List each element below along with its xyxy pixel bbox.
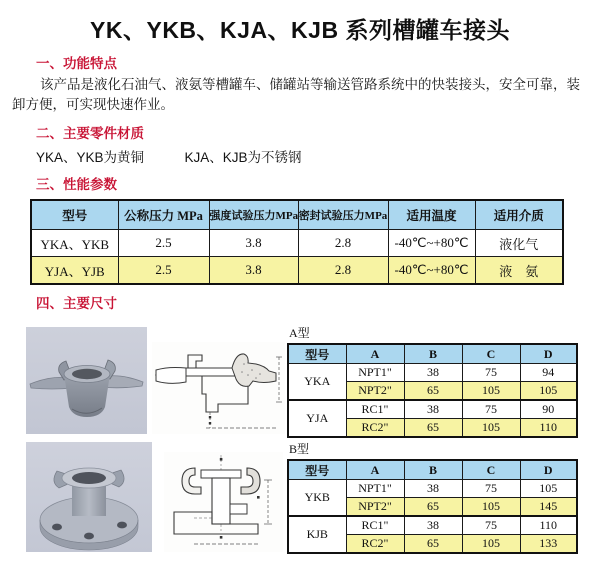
dim-cell: 75 <box>462 516 520 535</box>
model-cell: YJA <box>288 400 346 437</box>
dim-a-header-row <box>288 344 577 364</box>
perf-cell-strength: 3.8 <box>209 230 298 257</box>
dim-cell: NPT1" <box>346 364 404 382</box>
dim-cell: RC1" <box>346 400 404 419</box>
perf-header-strength-test: 强度试验压力MPa <box>209 200 298 230</box>
dim-header-model: 型号 <box>288 460 346 480</box>
dim-table-a-label: A型 <box>289 326 310 340</box>
dim-cell: 110 <box>520 419 577 438</box>
table-row <box>288 400 577 419</box>
dim-cell: 65 <box>404 419 462 438</box>
dim-header-model: 型号 <box>288 344 346 364</box>
dim-cell: 75 <box>462 364 520 382</box>
perf-cell-model: YJA、YJB <box>31 257 118 285</box>
perf-cell-seal: 2.8 <box>298 257 388 285</box>
perf-cell-nominal: 2.5 <box>118 230 209 257</box>
dim-header-a: A <box>346 344 404 364</box>
claw-coupling-photo <box>26 327 147 434</box>
perf-cell-temp: -40℃~+80℃ <box>388 230 475 257</box>
dim-cell: RC1" <box>346 516 404 535</box>
section-1-body: 该产品是液化石油气、液氨等槽罐车、储罐站等输送管路系统中的快装接头，安全可靠，装卸方便，可实现快速作业。 <box>12 77 580 112</box>
dim-b-header-row <box>288 460 577 480</box>
dim-cell: 105 <box>462 382 520 401</box>
table-row <box>288 364 577 382</box>
performance-header-row <box>31 200 563 230</box>
dim-header-a: A <box>346 460 404 480</box>
perf-cell-nominal: 2.5 <box>118 257 209 285</box>
perf-cell-model: YKA、YKB <box>31 230 118 257</box>
dim-header-d: D <box>520 460 577 480</box>
dim-cell: 38 <box>404 480 462 498</box>
dim-cell: NPT2" <box>346 498 404 517</box>
dim-cell: 105 <box>462 419 520 438</box>
dimension-table-b <box>287 459 578 554</box>
perf-cell-temp: -40℃~+80℃ <box>388 257 475 285</box>
dim-cell: 75 <box>462 400 520 419</box>
dim-cell: 110 <box>520 516 577 535</box>
section-4-heading: 四、主要尺寸 <box>36 296 117 311</box>
table-row <box>31 257 563 285</box>
dimension-table-a <box>287 343 578 438</box>
dim-cell: RC2" <box>346 419 404 438</box>
model-cell: KJB <box>288 516 346 553</box>
perf-header-medium: 适用介质 <box>475 200 563 230</box>
section-1-heading: 一、功能特点 <box>36 56 117 71</box>
dim-cell: 133 <box>520 535 577 554</box>
dim-header-c: C <box>462 344 520 364</box>
flanged-coupling-photo <box>26 442 152 552</box>
dim-cell: 65 <box>404 382 462 401</box>
perf-cell-medium: 液化气 <box>475 230 563 257</box>
dim-header-c: C <box>462 460 520 480</box>
section-2-heading: 二、主要零件材质 <box>36 126 144 141</box>
dim-cell: NPT2" <box>346 382 404 401</box>
type-b-section-drawing <box>164 452 283 552</box>
perf-cell-medium: 液 氨 <box>475 257 563 285</box>
dim-cell: 75 <box>462 480 520 498</box>
perf-cell-strength: 3.8 <box>209 257 298 285</box>
perf-header-nominal-pressure: 公称压力 MPa <box>118 200 209 230</box>
dim-cell: 65 <box>404 535 462 554</box>
perf-cell-seal: 2.8 <box>298 230 388 257</box>
perf-header-seal-test: 密封试验压力MPa <box>298 200 388 230</box>
dim-cell: 105 <box>520 382 577 401</box>
type-a-section-drawing <box>152 342 285 434</box>
dim-table-b-label: B型 <box>289 442 310 456</box>
section-3-heading: 三、性能参数 <box>36 177 117 192</box>
dim-cell: 90 <box>520 400 577 419</box>
dimensions-area <box>0 318 600 570</box>
dim-header-b: B <box>404 344 462 364</box>
performance-table <box>30 199 564 285</box>
dim-header-b: B <box>404 460 462 480</box>
dim-cell: 38 <box>404 364 462 382</box>
dim-cell: 145 <box>520 498 577 517</box>
dim-cell: 65 <box>404 498 462 517</box>
dim-cell: 94 <box>520 364 577 382</box>
materials-text: YKA、YKB为黄铜 KJA、KJB为不锈钢 <box>36 150 302 165</box>
dim-cell: RC2" <box>346 535 404 554</box>
perf-header-model: 型号 <box>31 200 118 230</box>
page-title: YK、YKB、KJA、KJB 系列槽罐车接头 <box>90 17 510 43</box>
dim-cell: 38 <box>404 516 462 535</box>
model-cell: YKB <box>288 480 346 517</box>
table-row <box>288 516 577 535</box>
table-row <box>288 480 577 498</box>
dim-cell: 105 <box>520 480 577 498</box>
dim-cell: 105 <box>462 498 520 517</box>
dim-cell: 105 <box>462 535 520 554</box>
dimension-block-b <box>287 440 578 554</box>
model-cell: YKA <box>288 364 346 401</box>
dimension-block-a <box>287 324 578 438</box>
dim-cell: 38 <box>404 400 462 419</box>
perf-header-temperature: 适用温度 <box>388 200 475 230</box>
table-row <box>31 230 563 257</box>
dim-header-d: D <box>520 344 577 364</box>
dim-cell: NPT1" <box>346 480 404 498</box>
